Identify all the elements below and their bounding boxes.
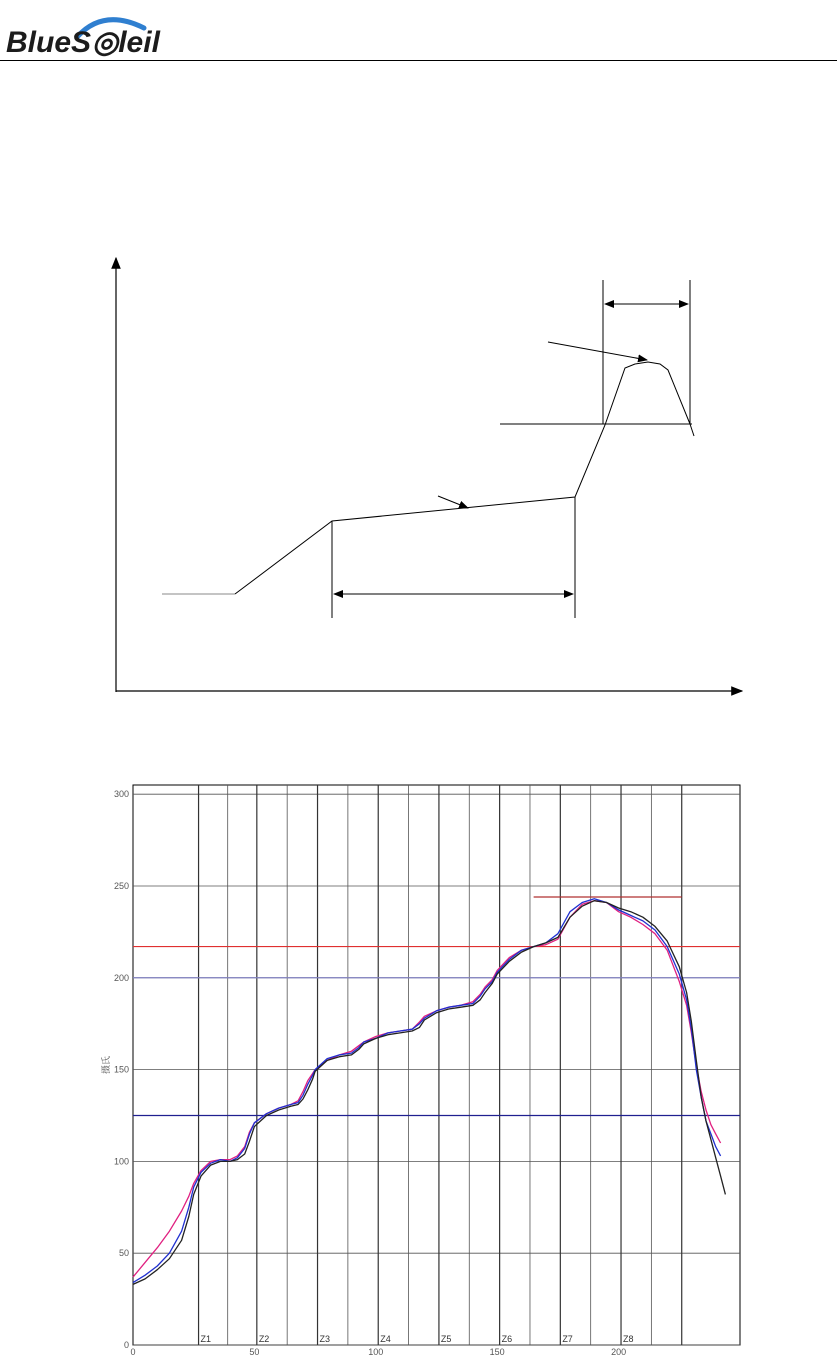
y-tick-label: 0 — [123, 1340, 129, 1350]
reflow-tick — [690, 424, 694, 436]
x-tick-label: 150 — [489, 1347, 505, 1357]
y-tick-label: 200 — [113, 972, 129, 983]
x-tick-label: 100 — [368, 1347, 384, 1357]
x-tick-label: 50 — [249, 1347, 260, 1357]
zone-label: Z1 — [200, 1334, 212, 1344]
y-tick-label: 300 — [113, 789, 129, 800]
y-tick-label: 100 — [113, 1156, 129, 1167]
x-tick-label: 0 — [130, 1347, 136, 1357]
logo-text: BlueS◎leil — [6, 26, 160, 59]
profile-curve — [235, 362, 690, 594]
zone-label: Z8 — [623, 1334, 634, 1344]
peak-pointer-arrow — [548, 342, 647, 360]
zone-label: Z7 — [562, 1334, 573, 1344]
zone-label: Z6 — [501, 1334, 513, 1344]
zone-label: Z3 — [319, 1334, 331, 1344]
zone-label: Z4 — [380, 1334, 391, 1344]
plot-area — [133, 785, 740, 1345]
y-tick-label: 50 — [118, 1248, 129, 1259]
y-axis-label: 摄氏 — [101, 1055, 111, 1075]
zone-label: Z5 — [440, 1334, 452, 1344]
bluesoleil-logo — [6, 14, 221, 60]
x-tick-label: 200 — [611, 1347, 627, 1357]
header-rule — [0, 60, 837, 61]
y-tick-label: 150 — [113, 1064, 129, 1075]
logo-o-ring: ◎ — [92, 26, 119, 59]
y-tick-label: 250 — [113, 880, 129, 891]
soak-slope-pointer-arrow — [438, 496, 468, 508]
temperature-profile-chart — [95, 775, 745, 1360]
zone-label: Z2 — [258, 1334, 270, 1344]
reflow-profile-diagram — [100, 250, 750, 700]
